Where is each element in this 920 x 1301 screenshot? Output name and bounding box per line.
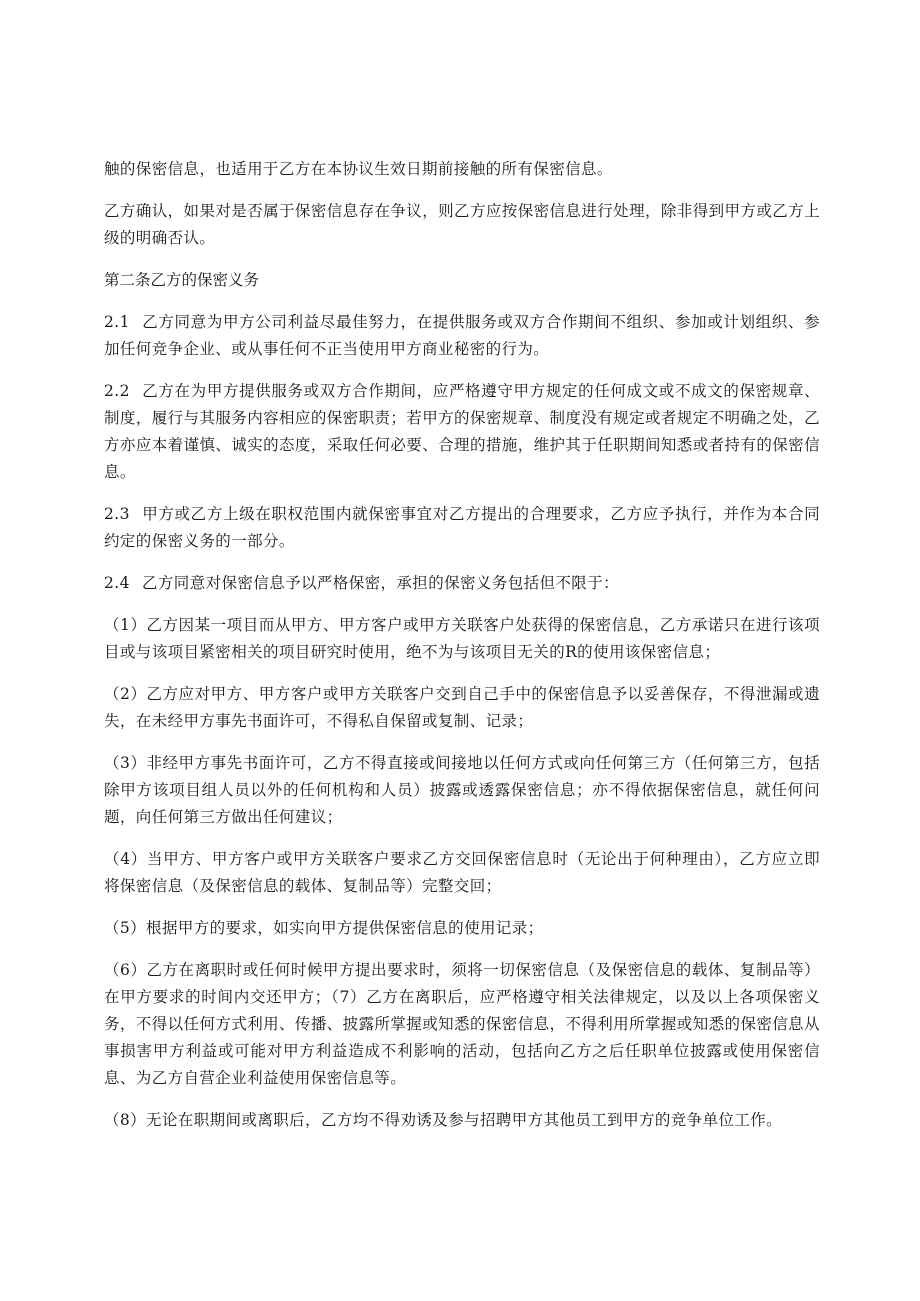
- clause-text: 甲方或乙方上级在职权范围内就保密事宜对乙方提出的合理要求，乙方应予执行，并作为本合同约定的保密义务的一部分。: [104, 505, 820, 550]
- clause-text: 乙方在为甲方提供服务或双方合作期间，应严格遵守甲方规定的任何成文或不成文的保密规章、制度，履行与其服务内容相应的保密职责；若甲方的保密规章、制度没有规定或者规定不明确之处，乙方亦应本着谨慎、诚实的态度，采取任何必要、合理的措施，维护其于任职期间知悉或者持有的保密信息。: [104, 382, 820, 481]
- clause-number: 2.3: [104, 505, 130, 523]
- clause-2-2: [104, 378, 820, 486]
- obligation-item-4: （4）当甲方、甲方客户或甲方关联客户要求乙方交回保密信息时（无论出于何种理由），乙方应立即将保密信息（及保密信息的载体、复制品等）完整交回；: [104, 850, 820, 895]
- paragraph-continuation: 触的保密信息，也适用于乙方在本协议生效日期前接触的所有保密信息。: [104, 160, 613, 178]
- article-2-heading: 第二条乙方的保密义务: [104, 271, 260, 289]
- clause-number: 2.4: [104, 574, 130, 592]
- document-page: [104, 156, 820, 1149]
- clause-2-3: [104, 501, 820, 555]
- clause-number: 2.1: [104, 313, 130, 331]
- obligation-item-3: （3）非经甲方事先书面许可，乙方不得直接或间接地以任何方式或向任何第三方（任何第三方，包括除甲方该项目组人员以外的任何机构和人员）披露或透露保密信息；亦不得依据保密信息，就任何问题，向任何第三方做出任何建议；: [104, 754, 820, 826]
- clause-number: 2.2: [104, 382, 130, 400]
- clause-2-1: [104, 309, 820, 363]
- paragraph-confirmation: 乙方确认，如果对是否属于保密信息存在争议，则乙方应按保密信息进行处理，除非得到甲方或乙方上级的明确否认。: [104, 202, 820, 247]
- clause-text: 乙方同意对保密信息予以严格保密，承担的保密义务包括但不限于：: [142, 574, 620, 592]
- obligation-item-2: （2）乙方应对甲方、甲方客户或甲方关联客户交到自己手中的保密信息予以妥善保存，不得泄漏或遗失，在未经甲方事先书面许可，不得私自保留或复制、记录；: [104, 685, 820, 730]
- clause-2-4: [104, 570, 820, 597]
- obligation-item-8: （8）无论在职期间或离职后，乙方均不得劝诱及参与招聘甲方其他员工到甲方的竞争单位工作。: [104, 1111, 783, 1129]
- obligation-item-1: （1）乙方因某一项目而从甲方、甲方客户或甲方关联客户处获得的保密信息，乙方承诺只在进行该项目或与该项目紧密相关的项目研究时使用，绝不为与该项目无关的R的使用该保密信息；: [104, 616, 820, 661]
- obligation-item-6-7: （6）乙方在离职时或任何时候甲方提出要求时，须将一切保密信息（及保密信息的载体、复制品等）在甲方要求的时间内交还甲方；（7）乙方在离职后，应严格遵守相关法律规定，以及以上各项保密义务，不得以任何方式利用、传播、披露所掌握或知悉的保密信息，不得利用所掌握或知悉的保密信息从事损害甲方利益或可能对甲方利益造成不利影响的活动，包括向乙方之后任职单位披露或使用保密信息、为乙方自营企业利益使用保密信息等。: [104, 961, 820, 1087]
- obligation-item-5: （5）根据甲方的要求，如实向甲方提供保密信息的使用记录；: [104, 919, 544, 937]
- clause-text: 乙方同意为甲方公司利益尽最佳努力，在提供服务或双方合作期间不组织、参加或计划组织、参加任何竞争企业、或从事任何不正当使用甲方商业秘密的行为。: [104, 313, 820, 358]
